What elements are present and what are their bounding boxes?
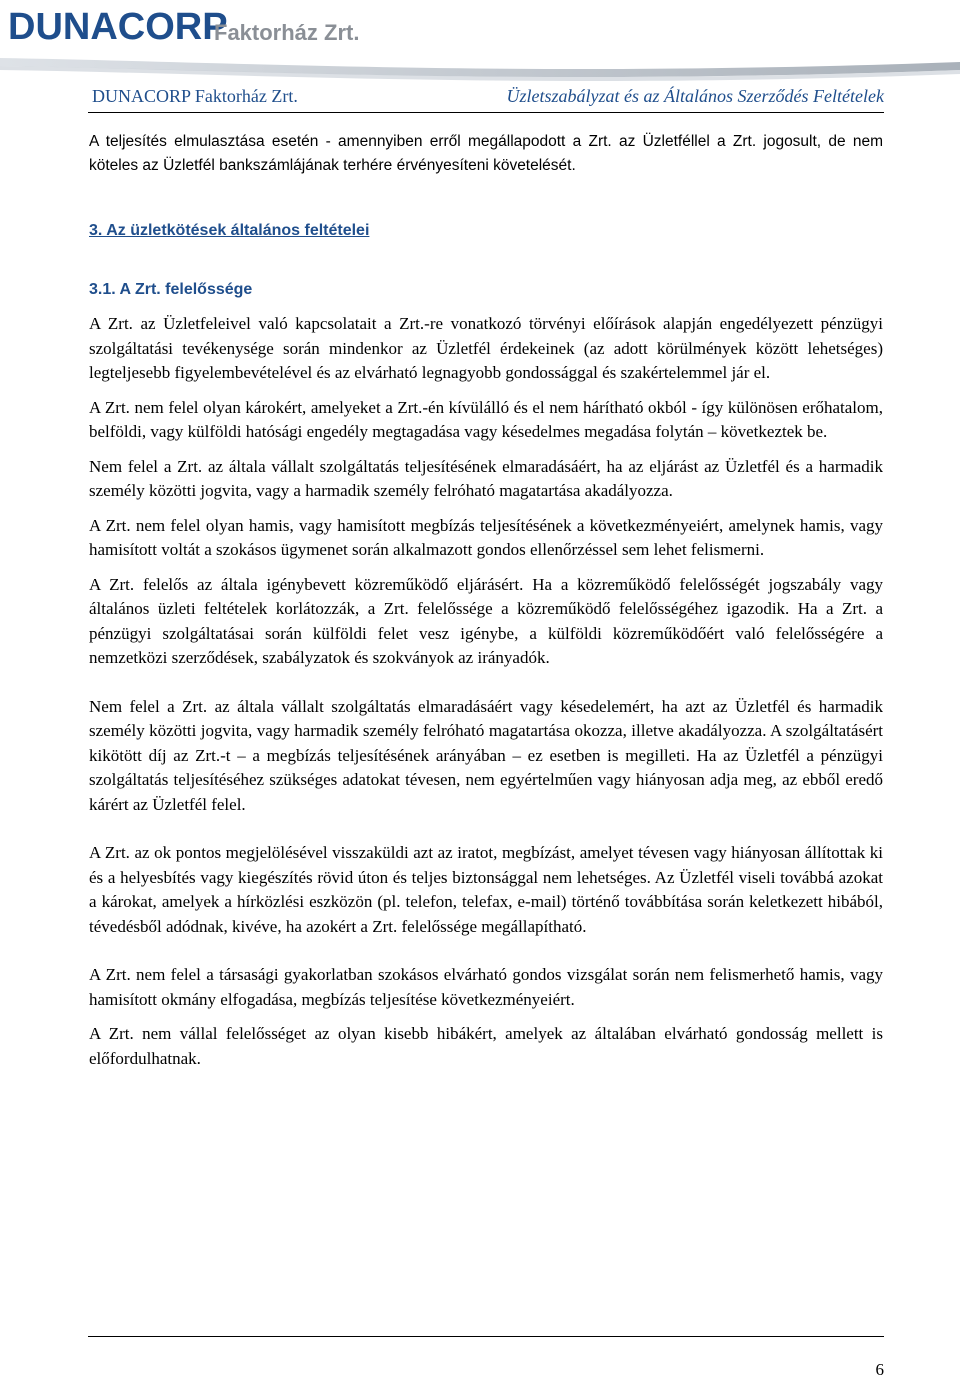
paragraph: A Zrt. nem felel olyan károkért, amelyeket a Zrt.-én kívülálló és el nem hárítható okból - így különösen erőhatalom, belföldi, vagy külföldi hatósági engedély megtagadása vagy késedelmes megadása folytán – következtek be.	[89, 397, 883, 441]
page-number: 6	[875, 1360, 884, 1379]
paragraph: Nem felel a Zrt. az általa vállalt szolgáltatás elmaradásáért vagy késedelemért, ha azt az Üzletfél és harmadik személy közötti jogvita, vagy harmadik személy felróható magatartása okozza, illetve akadályozza. A szolgáltatásért kikötött díj az Zrt.-t – a megbízás teljesítésének arányában – ez esetben is megilleti. Ha az Üzletfél a pénzügyi szolgáltatás teljesítéséhez szükséges adatokat tévesen, nem egyértelműen vagy hiányosan adja meg, az ebből eredő kárért az Üzletfél felel.	[89, 696, 883, 814]
letterhead	[0, 0, 960, 90]
brand-subtitle: Faktorház Zrt.	[214, 20, 360, 45]
running-header	[92, 86, 884, 107]
footer-divider	[88, 1336, 884, 1337]
paragraph: A Zrt. nem felel olyan hamis, vagy hamisított megbízás teljesítésének a következményeiért, amelynek hamis, vagy hamisított voltát a szokásos ügymenet során alkalmazott gondos ellenőrzéssel sem lehet felismerni.	[89, 515, 883, 559]
paragraph: A Zrt. az ok pontos megjelölésével visszaküldi azt az iratot, megbízást, amelyet tévesen vagy hiányosan állítottak ki és a helyesbítés vagy kiegészítés rövid úton és teljes biztonsággal nem lehetséges. Az Üzletfél viseli továbbá azokat a károkat, amelyek a hírközlési eszközön (pl. telefon, telefax, e-mail) történő továbbítása során keletkezett hibából, tévedésből adódnak, kivéve, ha azokért a Zrt. felelőssége megállapítható.	[89, 843, 883, 936]
section-heading-text: 3. Az üzletkötések általános feltételei	[89, 222, 370, 239]
brand-logo: DUNACORP	[8, 6, 228, 48]
header-divider	[88, 112, 884, 113]
header-company: DUNACORP Faktorház Zrt.	[92, 86, 298, 106]
paragraph: A Zrt. nem vállal felelősséget az olyan kisebb hibákért, amelyek az általában elvárható gondosság mellett is előfordulhatnak.	[89, 1024, 883, 1068]
page-body	[89, 130, 883, 1071]
paragraph: Nem felel a Zrt. az általa vállalt szolgáltatás teljesítésének elmaradásáért, ha az eljárást az Üzletfél és a harmadik személy közötti jogvita, vagy a harmadik személy felróható magatartása akadályozza.	[89, 456, 883, 500]
paragraph: A Zrt. az Üzletfeleivel való kapcsolatait a Zrt.-re vonatkozó törvényi előírások alapján engedélyezett pénzügyi szolgáltatási tevékenysége során mindenkor az Üzletfél érdekeinek (az adott körülmények között lehetséges) legteljesebb figyelembevételével és az elvárható legnagyobb gondossággal és szakértelemmel jár el.	[89, 314, 883, 382]
paragraph: A Zrt. nem felel a társasági gyakorlatban szokásos elvárható gondos vizsgálat során nem felismerhető hamis, vagy hamisított okmány elfogadása, megbízás teljesítése következményeiért.	[89, 965, 883, 1009]
paragraph: A teljesítés elmulasztása esetén - amennyiben erről megállapodott a Zrt. az Üzletféllel a Zrt. jogosult, de nem köteles az Üzletfél bankszámlájának terhére érvényesíteni követelését.	[89, 133, 883, 174]
paragraph: A Zrt. felelős az általa igénybevett közreműködő eljárásért. Ha a közreműködő felelősségét jogszabály vagy általános üzleti feltételek korlátozzák, a Zrt. felelőssége a közreműködő felelősségéhez igazodik. Ha a Zrt. a pénzügyi szolgáltatásai során külföldi felet vesz igénybe, a külföldi közreműködőért való felelősségére a nemzetközi szerződések, szabályzatok és szokványok az irányadók.	[89, 574, 883, 667]
header-document-title: Üzletszabályzat és az Általános Szerződés Feltételek	[506, 86, 884, 106]
subsection-heading: 3.1. A Zrt. felelőssége	[89, 280, 253, 298]
section-heading	[89, 219, 883, 244]
